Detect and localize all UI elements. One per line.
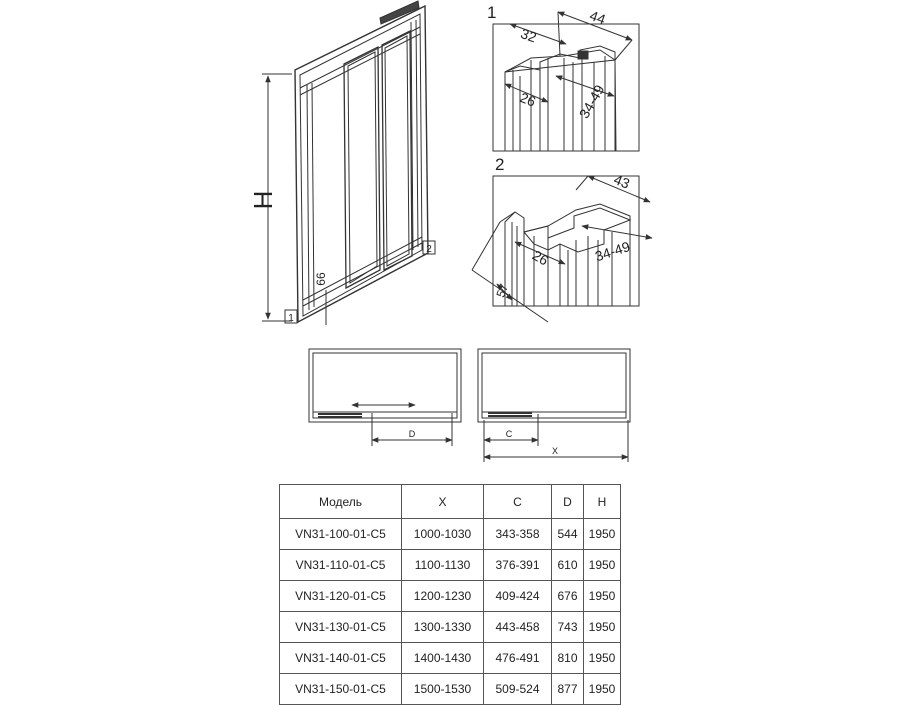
detail-1-dim-inner: 32 <box>518 25 539 46</box>
plan-c-label: C <box>505 429 513 439</box>
header-model: Модель <box>280 485 402 519</box>
detail-1-dim-width: 44 <box>587 7 608 28</box>
header-d: D <box>552 485 584 519</box>
door-elevation-view <box>285 1 435 323</box>
cell-x: 1000-1030 <box>402 519 484 550</box>
header-x: X <box>402 485 484 519</box>
cell-model: VN31-130-01-C5 <box>280 612 402 643</box>
cell-x: 1300-1330 <box>402 612 484 643</box>
cell-h: 1950 <box>584 581 621 612</box>
height-label: H <box>247 190 278 210</box>
table-header-row <box>280 485 621 519</box>
table-row <box>280 643 621 674</box>
plan-x-label: X <box>551 446 559 456</box>
model-dimensions-table <box>279 484 621 705</box>
cell-c: 376-391 <box>484 550 552 581</box>
cell-x: 1500-1530 <box>402 674 484 705</box>
cell-d: 610 <box>552 550 584 581</box>
cell-model: VN31-120-01-C5 <box>280 581 402 612</box>
marker-2-label: 2 <box>426 244 432 255</box>
cell-x: 1100-1130 <box>402 550 484 581</box>
cell-d: 676 <box>552 581 584 612</box>
plan-d-label: D <box>408 429 416 439</box>
detail-1-dim-depth: 26 <box>517 89 539 110</box>
table-row <box>280 581 621 612</box>
header-h: H <box>584 485 621 519</box>
detail-2-dim-range: 34-49 <box>592 238 632 265</box>
cell-model: VN31-100-01-C5 <box>280 519 402 550</box>
table-row <box>280 519 621 550</box>
cell-c: 476-491 <box>484 643 552 674</box>
cell-h: 1950 <box>584 674 621 705</box>
detail-2-dim-depth: 26 <box>529 246 552 269</box>
cell-h: 1950 <box>584 612 621 643</box>
cell-h: 1950 <box>584 519 621 550</box>
cell-model: VN31-110-01-C5 <box>280 550 402 581</box>
cell-model: VN31-140-01-C5 <box>280 643 402 674</box>
plan-view-left <box>309 349 461 446</box>
cell-c: 409-424 <box>484 581 552 612</box>
cell-x: 1200-1230 <box>402 581 484 612</box>
cell-c: 343-358 <box>484 519 552 550</box>
table-row <box>280 612 621 643</box>
detail-1-number: 1 <box>487 3 497 22</box>
detail-1-dim-range: 34-49 <box>575 81 608 122</box>
cell-h: 1950 <box>584 550 621 581</box>
bottom-gap-label: 66 <box>314 272 329 286</box>
cell-d: 743 <box>552 612 584 643</box>
cell-d: 544 <box>552 519 584 550</box>
cell-x: 1400-1430 <box>402 643 484 674</box>
cell-c: 443-458 <box>484 612 552 643</box>
cell-c: 509-524 <box>484 674 552 705</box>
cell-d: 877 <box>552 674 584 705</box>
marker-1-label: 1 <box>288 313 294 324</box>
cell-d: 810 <box>552 643 584 674</box>
cell-h: 1950 <box>584 643 621 674</box>
cell-model: VN31-150-01-C5 <box>280 674 402 705</box>
table-row <box>280 550 621 581</box>
header-c: C <box>484 485 552 519</box>
detail-2-dim-width: 43 <box>611 171 633 192</box>
detail-2-number: 2 <box>495 155 505 174</box>
detail-2-dim-side: 57 <box>493 281 512 300</box>
